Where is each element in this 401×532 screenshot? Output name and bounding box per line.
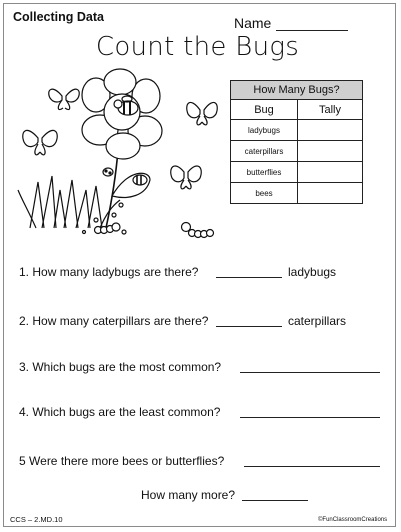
tally-cell[interactable] [298, 162, 363, 183]
tally-cell[interactable] [298, 183, 363, 204]
page-title: Count the Bugs [95, 32, 300, 62]
name-label: Name [234, 15, 272, 31]
caterpillar-ground [182, 223, 214, 238]
question-text: How many caterpillars are there? [32, 314, 209, 328]
question-3 [19, 360, 221, 374]
question-text: Which bugs are the most common? [32, 360, 222, 374]
question-number: 2. [19, 314, 30, 328]
question-4 [19, 405, 220, 419]
answer-blank-3[interactable] [240, 372, 380, 373]
butterfly-top-left [49, 89, 80, 109]
answer-blank-5[interactable] [244, 466, 380, 467]
standard-code: CCS – 2.MD.10 [10, 515, 63, 524]
butterfly-left [23, 130, 57, 154]
question-text: Which bugs are the least common? [32, 405, 221, 419]
tally-table-caption: How Many Bugs? [231, 81, 363, 100]
tally-row-label: butterflies [231, 162, 298, 183]
tally-cell[interactable] [298, 141, 363, 162]
tally-cell[interactable] [298, 120, 363, 141]
grass-clump [18, 176, 120, 228]
bee-near-leaf [133, 175, 147, 185]
answer-blank-followup[interactable] [242, 500, 308, 501]
question-number: 1. [19, 265, 30, 279]
question-5 [19, 454, 224, 468]
credit-text: ©FunClassroomCreations [318, 517, 388, 523]
butterfly-right-upper [187, 102, 218, 124]
question-1 [19, 265, 198, 279]
question-unit: ladybugs [288, 265, 337, 279]
question-text: Were there more bees or butterflies? [29, 454, 225, 468]
tally-table [230, 80, 363, 204]
topic-heading: Collecting Data [13, 10, 104, 24]
question-number: 5 [19, 454, 26, 468]
tally-row-label: bees [231, 183, 298, 204]
tally-row-label: caterpillars [231, 141, 298, 162]
tally-column-bug: Bug [231, 100, 298, 120]
tally-row-label: ladybugs [231, 120, 298, 141]
butterfly-right-lower [171, 166, 202, 189]
answer-blank-4[interactable] [240, 417, 380, 418]
answer-blank-1[interactable] [216, 277, 282, 278]
question-text: How many ladybugs are there? [32, 265, 199, 279]
question-2 [19, 314, 208, 328]
ladybug-on-stem [103, 168, 113, 176]
tally-column-tally: Tally [298, 100, 363, 120]
followup-question: How many more? [141, 488, 236, 502]
answer-blank-2[interactable] [216, 326, 282, 327]
question-number: 3. [19, 360, 30, 374]
question-unit: caterpillars [288, 314, 347, 328]
question-number: 4. [19, 405, 30, 419]
